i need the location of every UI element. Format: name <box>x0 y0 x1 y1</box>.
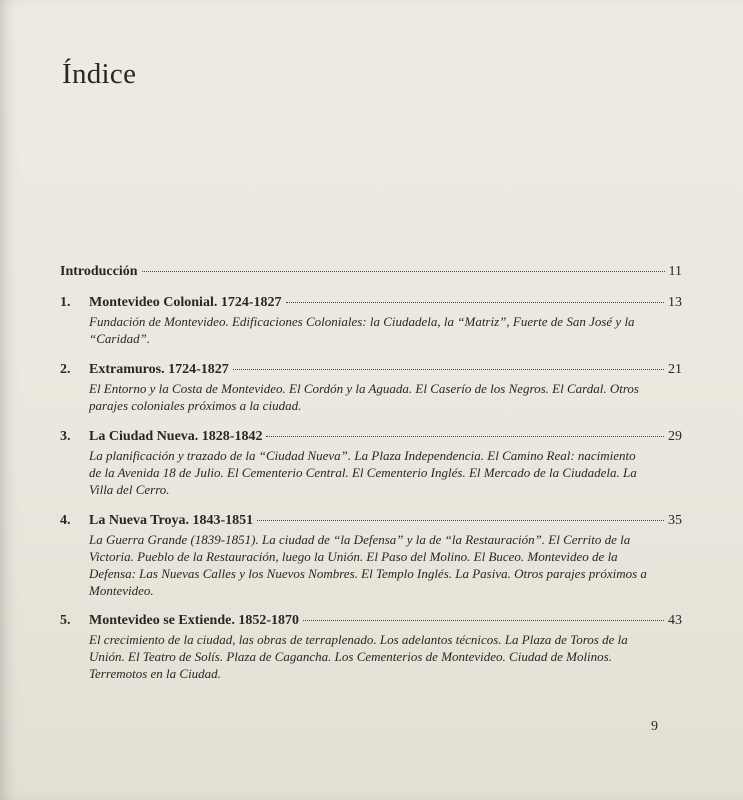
chapter-number: 4. <box>60 513 71 528</box>
page-title: Índice <box>62 58 137 90</box>
dot-leader <box>266 435 664 437</box>
toc-entry-chapter-4 <box>60 513 682 599</box>
chapter-number: 3. <box>60 429 71 444</box>
toc-entry-chapter-2 <box>60 362 682 414</box>
chapter-title: Extramuros. 1724-1827 <box>89 362 229 377</box>
entry-page-number: 13 <box>668 295 682 310</box>
dot-leader <box>286 301 665 303</box>
chapter-title: Montevideo Colonial. 1724-1827 <box>89 295 282 310</box>
chapter-description: El Entorno y la Costa de Montevideo. El Cordón y la Aguada. El Caserío de los Negros. El Cardal. Otros parajes coloniales próximos a la ciudad. <box>89 381 639 413</box>
chapter-description: El crecimiento de la ciudad, las obras de terraplenado. Los adelantos técnicos. La Plaza de Toros de la Unión. El Teatro de Solís. Plaza de Cagancha. Los Cementerios de Montevideo. Ciudad de Molinos. Terremotos en la Ciudad. <box>89 632 628 681</box>
entry-title: Introducción <box>60 264 138 279</box>
chapter-description: Fundación de Montevideo. Edificaciones Coloniales: la Ciudadela, la “Matriz”, Fuerte de San José y la “Caridad”. <box>89 314 635 346</box>
toc-entry-chapter-5 <box>60 613 682 682</box>
dot-leader <box>303 619 664 621</box>
toc-entry-introduction <box>60 264 682 280</box>
entry-page-number: 11 <box>668 264 682 279</box>
page-number: 9 <box>651 719 658 734</box>
chapter-number: 2. <box>60 362 71 377</box>
entry-page-number: 43 <box>668 613 682 628</box>
chapter-number: 5. <box>60 613 71 628</box>
entry-page-number: 21 <box>668 362 682 377</box>
toc-entry-chapter-3 <box>60 429 682 498</box>
entry-page-number: 29 <box>668 429 682 444</box>
dot-leader <box>257 519 664 521</box>
dot-leader <box>142 270 665 272</box>
chapter-title: La Nueva Troya. 1843-1851 <box>89 513 254 528</box>
chapter-number: 1. <box>60 295 71 310</box>
dot-leader <box>233 368 664 370</box>
chapter-description: La Guerra Grande (1839-1851). La ciudad de “la Defensa” y la de “la Restauración”. El Cerrito de la Victoria. Pueblo de la Restauración, luego la Unión. El Paso del Molino. El Buceo. Montevideo de la Defensa: Las Nuevas Calles y los Nuevos Nombres. El Templo Inglés. La Pasiva. Otros parajes próximos a Montevideo. <box>89 532 647 598</box>
chapter-title: La Ciudad Nueva. 1828-1842 <box>89 429 263 444</box>
entry-page-number: 35 <box>668 513 682 528</box>
toc-entry-chapter-1 <box>60 295 682 347</box>
chapter-description: La planificación y trazado de la “Ciudad Nueva”. La Plaza Independencia. El Camino Real: nacimiento de la Avenida 18 de Julio. El Cementerio Central. El Cementerio Inglés. El Mercado de la Ciudadela. La Villa del Cerro. <box>89 448 637 497</box>
chapter-title: Montevideo se Extiende. 1852-1870 <box>89 613 299 628</box>
